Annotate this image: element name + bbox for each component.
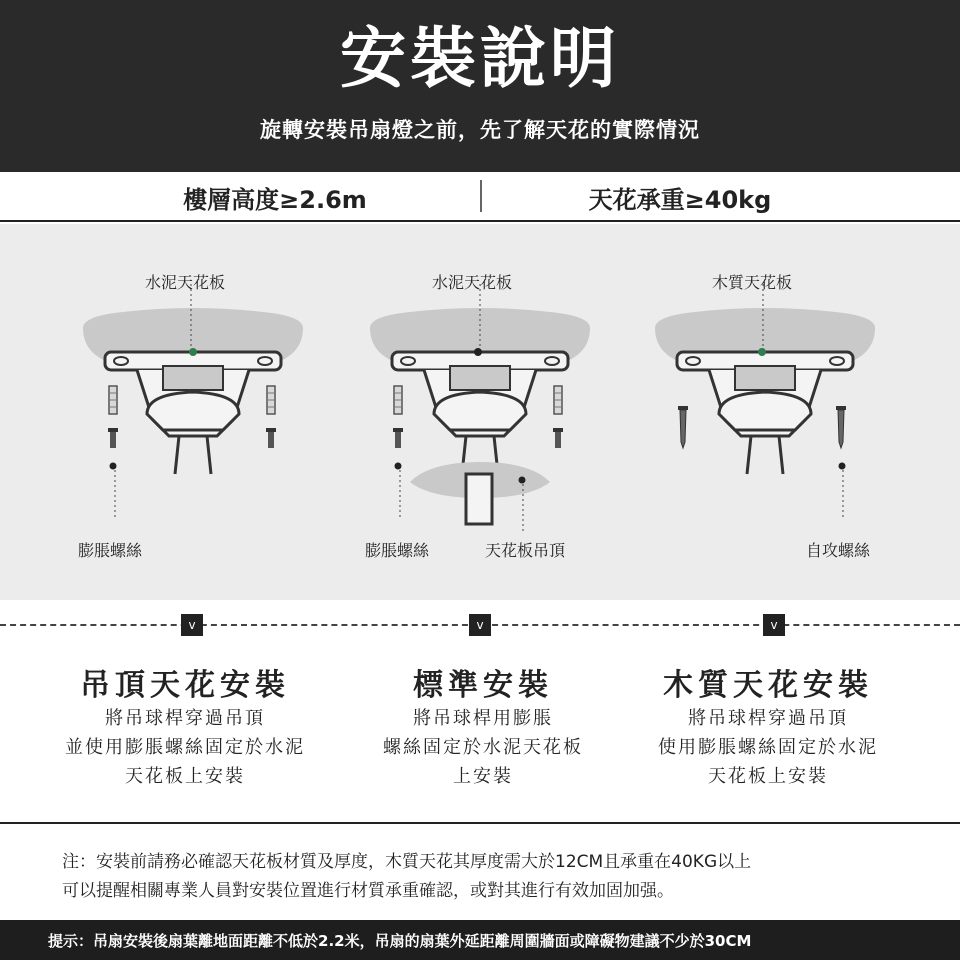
- mount-point-dot: [758, 348, 766, 356]
- footer-tip-bar: [0, 920, 960, 960]
- note-line-2: 可以提醒相關專業人員對安裝位置進行材質承重確認，或對其進行有效加固加强。: [62, 881, 674, 901]
- note-line-1: 注：安裝前請務必確認天花板材質及厚度，木質天花其厚度需大於12CM且承重在40KG以上: [62, 852, 752, 872]
- spec-divider: [480, 180, 482, 212]
- pointer-dot: [395, 463, 402, 470]
- method-3-line-2: 使用膨脹螺絲固定於水泥: [658, 737, 878, 758]
- mount-point-dot: [474, 348, 482, 356]
- diagram-2-screw-label: 膨脹螺絲: [365, 541, 430, 560]
- floor-height-spec: 樓層高度≥2.6m: [183, 186, 367, 214]
- anchor-right: [266, 386, 276, 448]
- method-2-line-3: 上安裝: [453, 766, 513, 787]
- screw-left: [678, 406, 688, 448]
- diagram-2-top-label: 水泥天花板: [432, 273, 513, 292]
- method-1-description: [25, 704, 345, 791]
- pointer-dot: [110, 463, 117, 470]
- spec-row: [0, 172, 960, 222]
- diagram-1-top-label: 水泥天花板: [145, 273, 226, 292]
- header-banner: [0, 0, 960, 172]
- chevron-down-icon: v: [763, 614, 785, 636]
- footer-tip-text: 提示：吊扇安裝後扇葉離地面距離不低於2.2米，吊扇的扇葉外延距離周圍牆面或障礙物建議不少於30CM: [48, 932, 752, 950]
- method-2-description: [323, 704, 643, 791]
- page-subtitle: 旋轉安裝吊扇燈之前，先了解天花的實際情況: [260, 118, 700, 142]
- method-3-line-1: 將吊球桿穿過吊頂: [688, 708, 848, 729]
- installation-note: [62, 848, 942, 906]
- pointer-dot: [519, 477, 526, 484]
- anchor-left: [393, 386, 403, 448]
- screw-right: [836, 406, 846, 448]
- ceiling-load-spec: 天花承重≥40kg: [588, 186, 772, 214]
- method-2-title: 標準安裝: [413, 668, 553, 703]
- note-divider: [0, 822, 960, 824]
- installation-diagrams: [0, 224, 960, 600]
- method-2-line-1: 將吊球桿用膨脹: [413, 708, 553, 729]
- page-title: 安裝說明: [340, 20, 620, 97]
- method-3-description: [608, 704, 928, 791]
- chevron-down-icon: v: [469, 614, 491, 636]
- method-1-line-1: 將吊球桿穿過吊頂: [105, 708, 265, 729]
- diagram-3-screw-label: 自攻螺絲: [806, 541, 871, 560]
- mount-point-dot: [189, 348, 197, 356]
- method-1-title: 吊頂天花安裝: [80, 668, 290, 703]
- diagram-3-mount: [655, 308, 875, 474]
- diagram-3-top-label: 木質天花板: [712, 273, 793, 292]
- downrod-through-panel: [466, 474, 492, 524]
- method-3-title: 木質天花安裝: [663, 668, 873, 703]
- diagram-2-ceiling-label: 天花板吊頂: [485, 541, 566, 560]
- pointer-dot: [839, 463, 846, 470]
- method-1-line-2: 並使用膨脹螺絲固定於水泥: [65, 737, 305, 758]
- method-3-line-3: 天花板上安裝: [708, 766, 828, 787]
- method-2-line-2: 螺絲固定於水泥天花板: [383, 737, 583, 758]
- chevron-down-icon: v: [181, 614, 203, 636]
- method-1-line-3: 天花板上安裝: [125, 766, 245, 787]
- anchor-left: [108, 386, 118, 448]
- anchor-right: [553, 386, 563, 448]
- diagram-1-screw-label: 膨脹螺絲: [78, 541, 143, 560]
